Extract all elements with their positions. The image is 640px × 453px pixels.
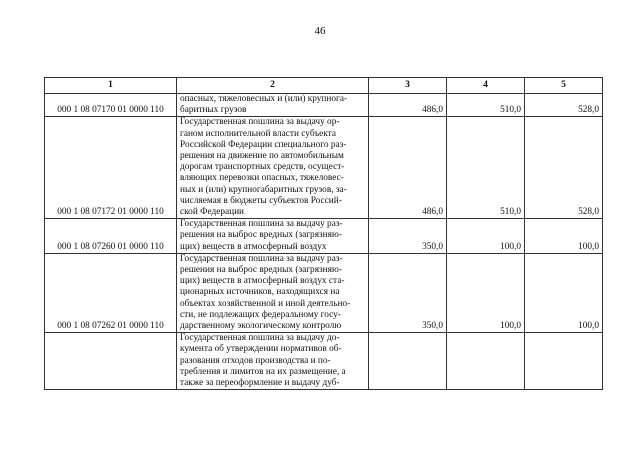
description-line: баритных грузов: [180, 105, 247, 116]
description-line: ской Федерации: [180, 207, 245, 218]
amount-cell-v5: [525, 333, 603, 390]
amount-cell-v4: 100,0: [447, 219, 525, 254]
description-line: сти, не подлежащих федеральному госу-: [180, 309, 341, 320]
description-line: также за переоформление и выдачу дуб-: [180, 378, 340, 389]
description-cell: [177, 253, 369, 332]
column-header: 2: [177, 78, 369, 94]
description-cell: [177, 117, 369, 219]
description-line: решения на движение по автомобильным: [180, 151, 344, 162]
amount-cell-v4: 510,0: [447, 117, 525, 219]
amount-cell-v5: 100,0: [525, 253, 603, 332]
page-number: 46: [314, 25, 326, 37]
table-row: [45, 219, 603, 254]
column-header: 5: [525, 78, 603, 94]
description-line: щих) веществ в атмосферный воздух ста-: [180, 276, 345, 287]
description-line: Государственная пошлина за выдачу до-: [180, 333, 340, 344]
description-cell: [177, 219, 369, 254]
description-line: ционарных источников, находящихся на: [180, 287, 340, 298]
amount-cell-v3: [369, 333, 447, 390]
description-line: опасных, тяжеловесных и (или) крупнога-: [180, 94, 348, 104]
description-line: дарственному экологическому контролю: [180, 321, 342, 332]
budget-table: [44, 77, 603, 390]
header-row: [45, 78, 603, 94]
amount-cell-v5: 528,0: [525, 94, 603, 117]
budget-code-cell: 000 1 08 07170 01 0000 110: [45, 94, 177, 117]
description-line: решения на выброс вредных (загрязняю-: [180, 230, 342, 241]
description-line: объектах хозяйственной и иной деятельно-: [180, 298, 351, 309]
amount-cell-v5: 528,0: [525, 117, 603, 219]
amount-cell-v3: 350,0: [369, 219, 447, 254]
description-line: щих) веществ в атмосферный воздух: [180, 241, 327, 252]
amount-cell-v4: [447, 333, 525, 390]
column-header: 3: [369, 78, 447, 94]
table-row: [45, 117, 603, 219]
amount-cell-v5: 100,0: [525, 219, 603, 254]
description-line: ных и (или) крупногабаритных грузов, за-: [180, 184, 347, 195]
description-line: Государственная пошлина за выдачу раз-: [180, 253, 343, 264]
description-line: Российской Федерации специального раз-: [180, 139, 347, 150]
description-line: дорогам транспортных средств, осущест-: [180, 162, 345, 173]
description-line: вляющих перевозки опасных, тяжеловес-: [180, 173, 344, 184]
amount-cell-v4: 100,0: [447, 253, 525, 332]
description-line: числяемая в бюджеты субъектов Россий-: [180, 195, 342, 206]
column-header: 4: [447, 78, 525, 94]
description-line: кумента об утверждении нормативов об-: [180, 344, 342, 355]
description-line: разования отходов производства и по-: [180, 355, 331, 366]
table-row: [45, 333, 603, 390]
budget-code-cell: 000 1 08 07260 01 0000 110: [45, 219, 177, 254]
budget-code-cell: [45, 333, 177, 390]
description-line: решения на выброс вредных (загрязняю-: [180, 265, 342, 276]
budget-code-cell: 000 1 08 07172 01 0000 110: [45, 117, 177, 219]
amount-cell-v3: 350,0: [369, 253, 447, 332]
amount-cell-v3: 486,0: [369, 117, 447, 219]
description-line: требления и лимитов на их размещение, а: [180, 366, 346, 377]
budget-code-cell: 000 1 08 07262 01 0000 110: [45, 253, 177, 332]
description-cell: [177, 94, 369, 117]
table-row: [45, 94, 603, 117]
description-line: Государственная пошлина за выдачу раз-: [180, 219, 343, 230]
amount-cell-v3: 486,0: [369, 94, 447, 117]
table-row: [45, 253, 603, 332]
description-cell: [177, 333, 369, 390]
column-header: 1: [45, 78, 177, 94]
description-line: ганом исполнительной власти субъекта: [180, 128, 336, 139]
description-line: Государственная пошлина за выдачу ор-: [180, 117, 340, 128]
amount-cell-v4: 510,0: [447, 94, 525, 117]
